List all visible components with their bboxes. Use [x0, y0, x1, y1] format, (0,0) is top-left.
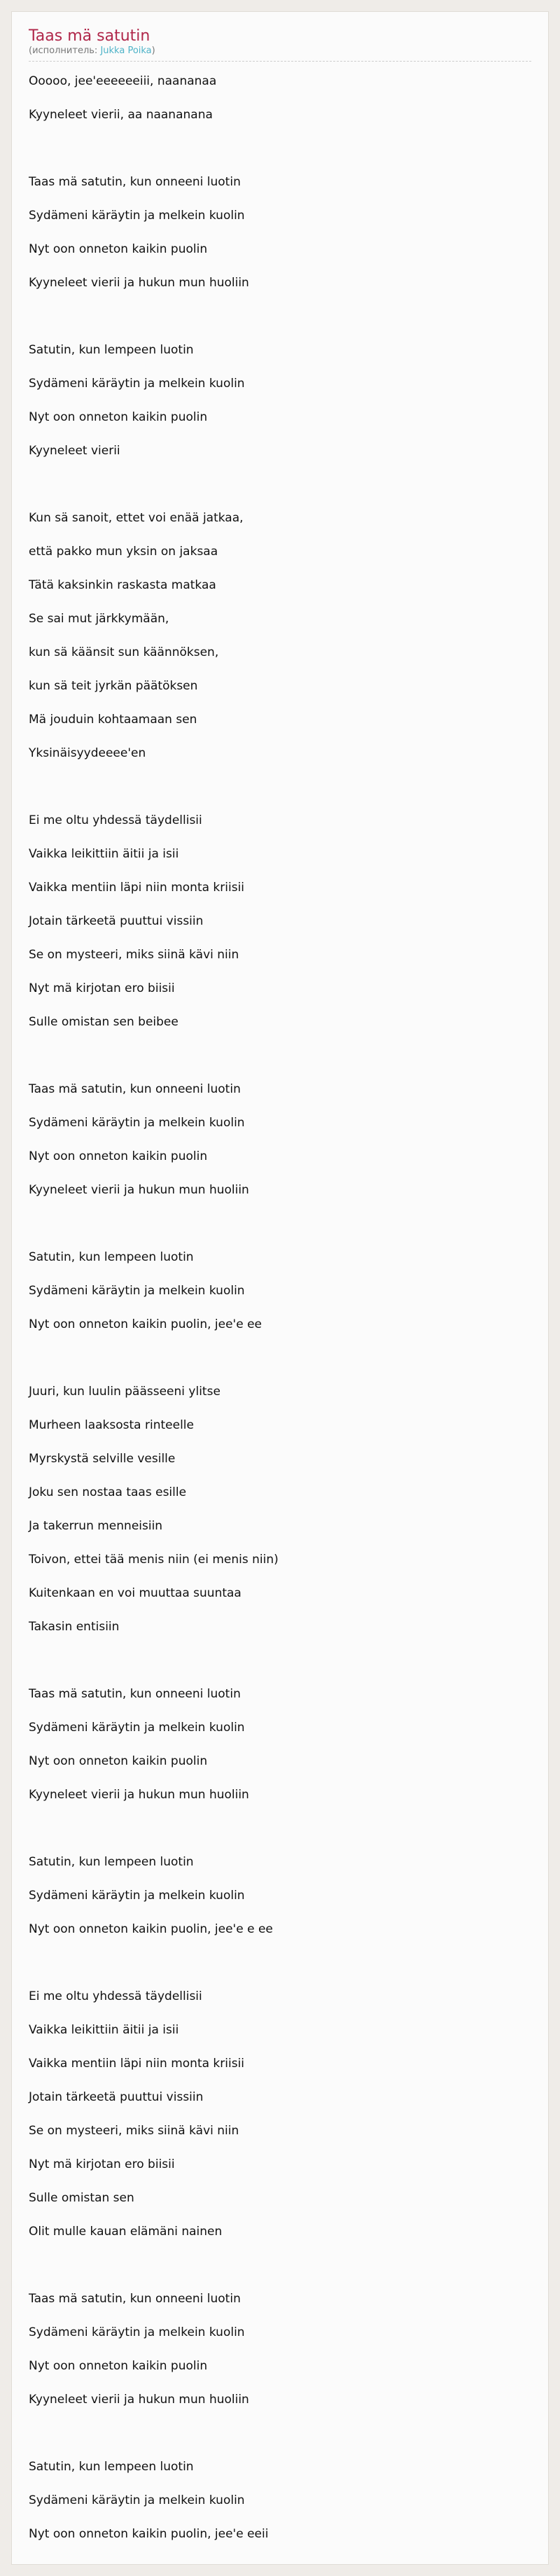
lyric-line: Murheen laaksosta rinteelle — [29, 1418, 194, 1432]
lyric-line: Takasin entisiin — [29, 1620, 120, 1634]
lyrics-stanza — [29, 1845, 531, 1946]
lyric-line: Kyyneleet vierii ja hukun mun huoliin — [29, 276, 249, 290]
lyric-line: Nyt oon onneton kaikin puolin — [29, 242, 208, 256]
lyric-line: Nyt oon onneton kaikin puolin — [29, 410, 208, 424]
lyric-line: Satutin, kun lempeen luotin — [29, 343, 194, 357]
lyric-line: Nyt oon onneton kaikin puolin, jee'e ee — [29, 1317, 262, 1331]
lyric-line: Toivon, ettei tää menis niin (ei menis niin) — [29, 1553, 279, 1567]
lyrics-stanza — [29, 1980, 531, 2248]
lyric-line: Sydämeni käräytin ja melkein kuolin — [29, 2493, 245, 2507]
lyric-line: Vaikka leikittiin äitii ja isii — [29, 2023, 179, 2037]
lyric-line: Sydämeni käräytin ja melkein kuolin — [29, 209, 245, 223]
lyrics-stanza — [29, 1240, 531, 1341]
lyric-line: Satutin, kun lempeen luotin — [29, 2460, 194, 2474]
lyric-line: Sydämeni käräytin ja melkein kuolin — [29, 1116, 245, 1130]
lyric-line: Se on mysteeri, miks siinä kävi niin — [29, 948, 239, 962]
lyric-line: Satutin, kun lempeen luotin — [29, 1250, 194, 1264]
lyric-line: Jotain tärkeetä puuttui vissiin — [29, 2090, 204, 2104]
lyric-line: Kun sä sanoit, ettet voi enää jatkaa, — [29, 511, 244, 525]
lyrics-stanza — [29, 2282, 531, 2416]
lyric-line: kun sä teit jyrkän päätöksen — [29, 679, 198, 693]
lyric-line: Nyt oon onneton kaikin puolin, jee'e eeii — [29, 2527, 269, 2541]
lyrics-stanza — [29, 1375, 531, 1644]
lyric-line: Se sai mut järkkymään, — [29, 612, 169, 626]
lyric-line: Nyt mä kirjotan ero biisii — [29, 2157, 175, 2171]
lyric-line: Jotain tärkeetä puuttui vissiin — [29, 914, 204, 928]
lyrics-page — [11, 11, 549, 2565]
lyrics-body — [29, 64, 531, 2551]
lyric-line: Sulle omistan sen beibee — [29, 1015, 178, 1029]
lyric-line: Ei me oltu yhdessä täydellisii — [29, 813, 202, 827]
lyric-line: Yksinäisyydeeee'en — [29, 746, 146, 760]
lyric-line: Taas mä satutin, kun onneeni luotin — [29, 175, 241, 189]
lyric-line: Vaikka leikittiin äitii ja isii — [29, 847, 179, 861]
lyrics-stanza — [29, 804, 531, 1039]
lyric-line: Sydämeni käräytin ja melkein kuolin — [29, 2325, 245, 2339]
lyrics-stanza — [29, 64, 531, 132]
lyric-line: Kyyneleet vierii ja hukun mun huoliin — [29, 1183, 249, 1197]
lyric-line: Kuitenkaan en voi muuttaa suuntaa — [29, 1586, 241, 1600]
lyric-line: Ja takerrun menneisiin — [29, 1519, 163, 1533]
lyric-line: Tätä kaksinkin raskasta matkaa — [29, 578, 216, 592]
lyric-line: Sydämeni käräytin ja melkein kuolin — [29, 1721, 245, 1735]
lyric-line: Juuri, kun luulin päässeeni ylitse — [29, 1385, 220, 1399]
lyric-line: Ei me oltu yhdessä täydellisii — [29, 1989, 202, 2003]
lyric-line: Kyyneleet vierii, aa naananana — [29, 108, 213, 122]
lyric-line: Sydämeni käräytin ja melkein kuolin — [29, 1284, 245, 1298]
lyric-line: Taas mä satutin, kun onneeni luotin — [29, 1687, 241, 1701]
lyric-line: Sydämeni käräytin ja melkein kuolin — [29, 1889, 245, 1903]
lyric-line: Satutin, kun lempeen luotin — [29, 1855, 194, 1869]
lyric-line: Nyt oon onneton kaikin puolin — [29, 1149, 208, 1163]
artist-suffix: ) — [151, 46, 155, 56]
lyric-line: Nyt mä kirjotan ero biisii — [29, 981, 175, 995]
artist-prefix: (исполнитель: — [29, 46, 101, 56]
lyric-line: Ooooo, jee'eeeeeeiii, naananaa — [29, 74, 217, 88]
lyric-line: Vaikka mentiin läpi niin monta kriisii — [29, 2057, 245, 2071]
lyric-line: Nyt oon onneton kaikin puolin — [29, 1754, 208, 1768]
artist-line — [29, 46, 531, 62]
lyric-line: Se on mysteeri, miks siinä kävi niin — [29, 2124, 239, 2138]
lyric-line: Kyyneleet vierii — [29, 444, 120, 458]
lyric-line: Sydämeni käräytin ja melkein kuolin — [29, 377, 245, 391]
artist-link[interactable]: Jukka Poika — [100, 46, 152, 56]
lyric-line: Taas mä satutin, kun onneeni luotin — [29, 1082, 241, 1096]
lyrics-stanza — [29, 165, 531, 300]
lyric-line: että pakko mun yksin on jaksaa — [29, 545, 218, 559]
lyric-line: Mä jouduin kohtaamaan sen — [29, 713, 197, 727]
lyrics-stanza — [29, 1072, 531, 1207]
lyric-line: Myrskystä selville vesille — [29, 1452, 176, 1466]
lyric-line: Nyt oon onneton kaikin puolin, jee'e e ee — [29, 1922, 273, 1936]
lyric-line: Joku sen nostaa taas esille — [29, 1485, 187, 1499]
lyric-line: Kyyneleet vierii ja hukun mun huoliin — [29, 1788, 249, 1802]
lyric-line: Vaikka mentiin läpi niin monta kriisii — [29, 881, 245, 895]
lyric-line: Nyt oon onneton kaikin puolin — [29, 2359, 208, 2373]
lyrics-stanza — [29, 2450, 531, 2551]
lyric-line: kun sä käänsit sun käännöksen, — [29, 645, 219, 659]
lyric-line: Kyyneleet vierii ja hukun mun huoliin — [29, 2393, 249, 2407]
lyric-line: Sulle omistan sen — [29, 2191, 134, 2205]
lyrics-stanza — [29, 1677, 531, 1812]
lyrics-stanza — [29, 333, 531, 468]
lyric-line: Taas mä satutin, kun onneeni luotin — [29, 2292, 241, 2306]
song-title: Taas mä satutin — [29, 27, 150, 45]
lyric-line: Olit mulle kauan elämäni nainen — [29, 2225, 223, 2239]
lyrics-stanza — [29, 501, 531, 770]
